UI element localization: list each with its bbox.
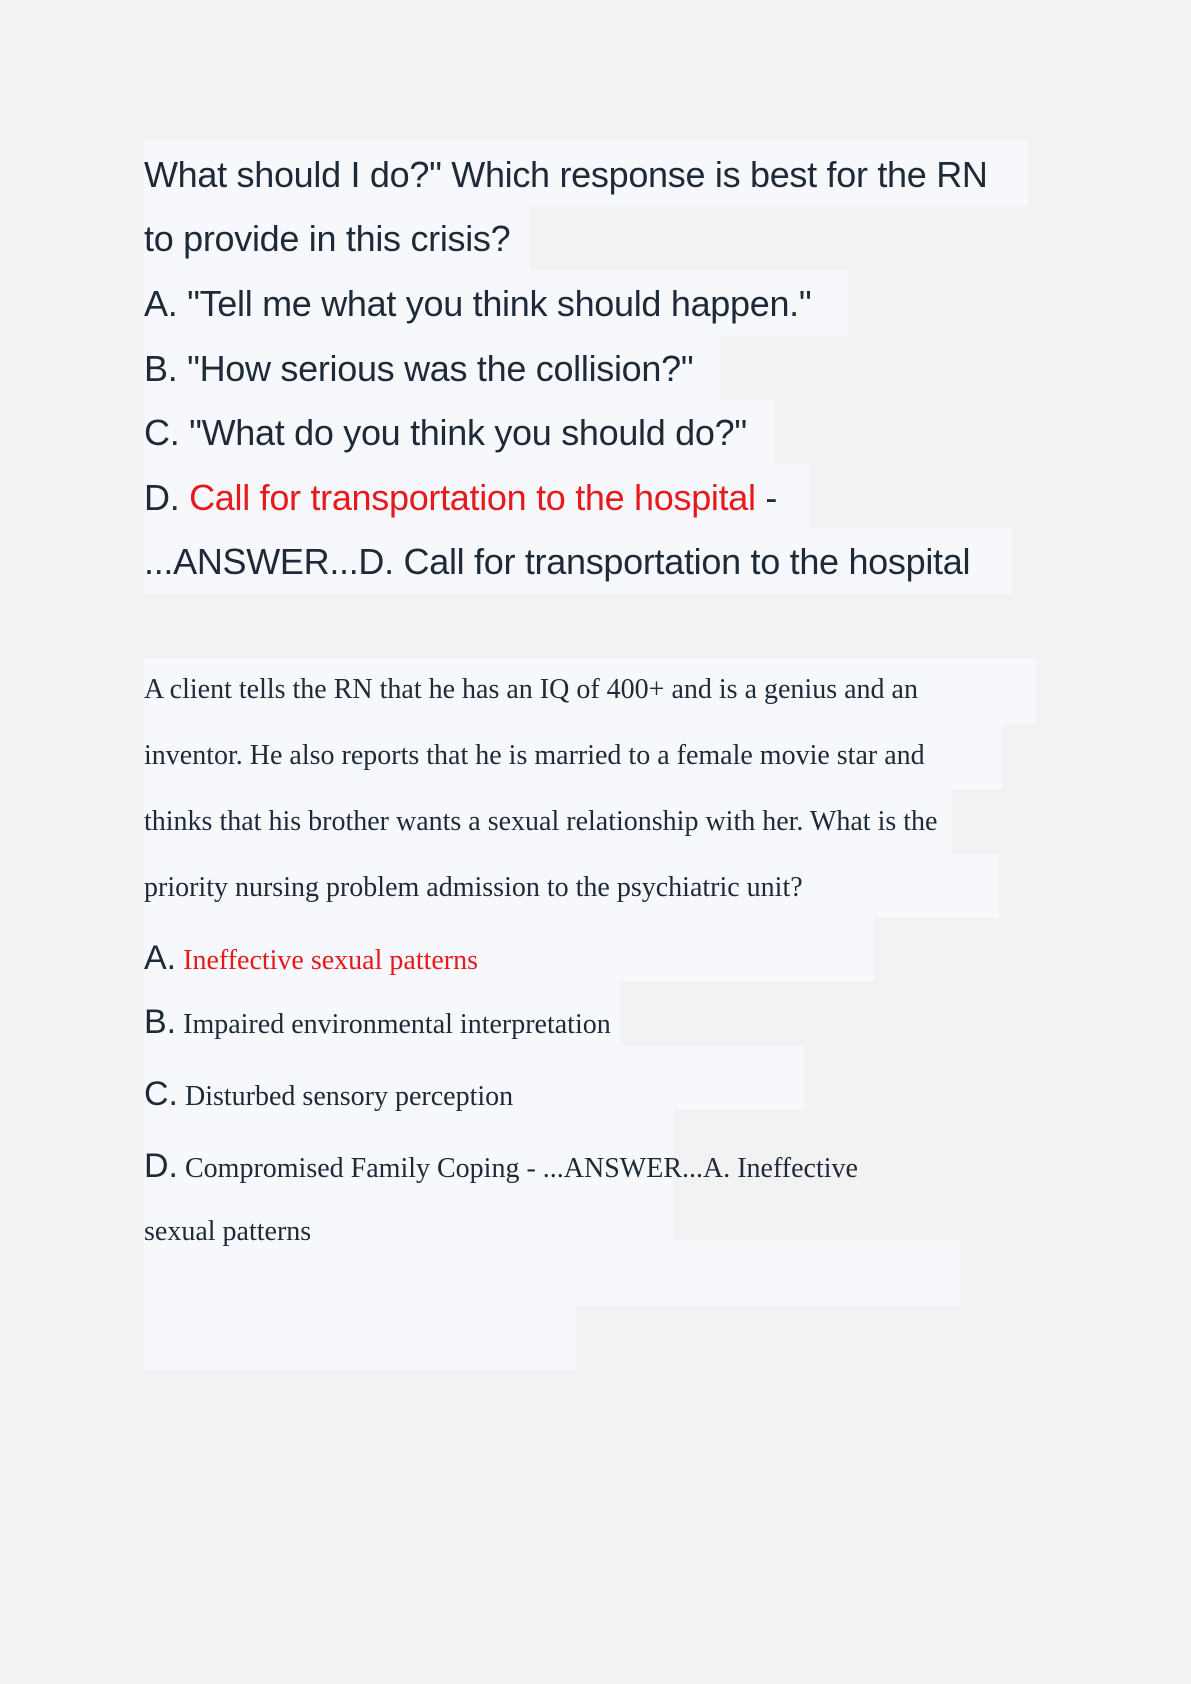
question-1-answer: ...ANSWER...D. Call for transportation to the hospital: [144, 541, 971, 582]
question-2-option-a: [144, 925, 478, 994]
option-letter: C.: [144, 412, 180, 453]
question-2-line-4: priority nursing problem admission to the psychiatric unit?: [144, 872, 803, 903]
option-letter: A.: [144, 283, 178, 324]
question-2-option-c: [144, 1061, 513, 1130]
option-letter: D.: [144, 477, 180, 518]
option-text: "How serious was the collision?": [187, 348, 694, 389]
question-2-option-d: [144, 1133, 858, 1202]
option-text-highlighted: Ineffective sexual patterns: [183, 945, 479, 976]
option-suffix: -: [755, 477, 778, 518]
question-2-option-b: [144, 989, 611, 1058]
option-text: Compromised Family Coping - ...ANSWER...A. Ineffective: [185, 1153, 858, 1184]
question-1-option-c: [144, 401, 747, 465]
option-letter: A.: [144, 939, 177, 977]
question-2-answer-continuation: sexual patterns: [144, 1216, 312, 1247]
option-letter: B.: [144, 348, 178, 389]
option-text-highlighted: Call for transportation to the hospital: [189, 477, 756, 518]
option-text: Impaired environmental interpretation: [183, 1009, 611, 1040]
question-1-line-2: to provide in this crisis?: [144, 218, 511, 259]
question-2-line-3: thinks that his brother wants a sexual relationship with her. What is the: [144, 806, 938, 837]
question-2-line-2: inventor. He also reports that he is married to a female movie star and: [144, 740, 925, 771]
question-2-line-1: A client tells the RN that he has an IQ of 400+ and is a genius and an: [144, 674, 918, 705]
option-letter: C.: [144, 1075, 178, 1113]
option-letter: B.: [144, 1003, 177, 1041]
option-letter: D.: [144, 1147, 178, 1185]
question-1-line-1: What should I do?" Which response is best for the RN: [144, 154, 988, 195]
line-highlight: [144, 1306, 576, 1370]
question-1-option-a: [144, 272, 811, 336]
option-text: "Tell me what you think should happen.": [187, 283, 812, 324]
question-1-option-b: [144, 337, 693, 401]
option-text: "What do you think you should do?": [189, 412, 747, 453]
option-text: Disturbed sensory perception: [185, 1081, 514, 1112]
question-1-option-d: [144, 466, 777, 530]
